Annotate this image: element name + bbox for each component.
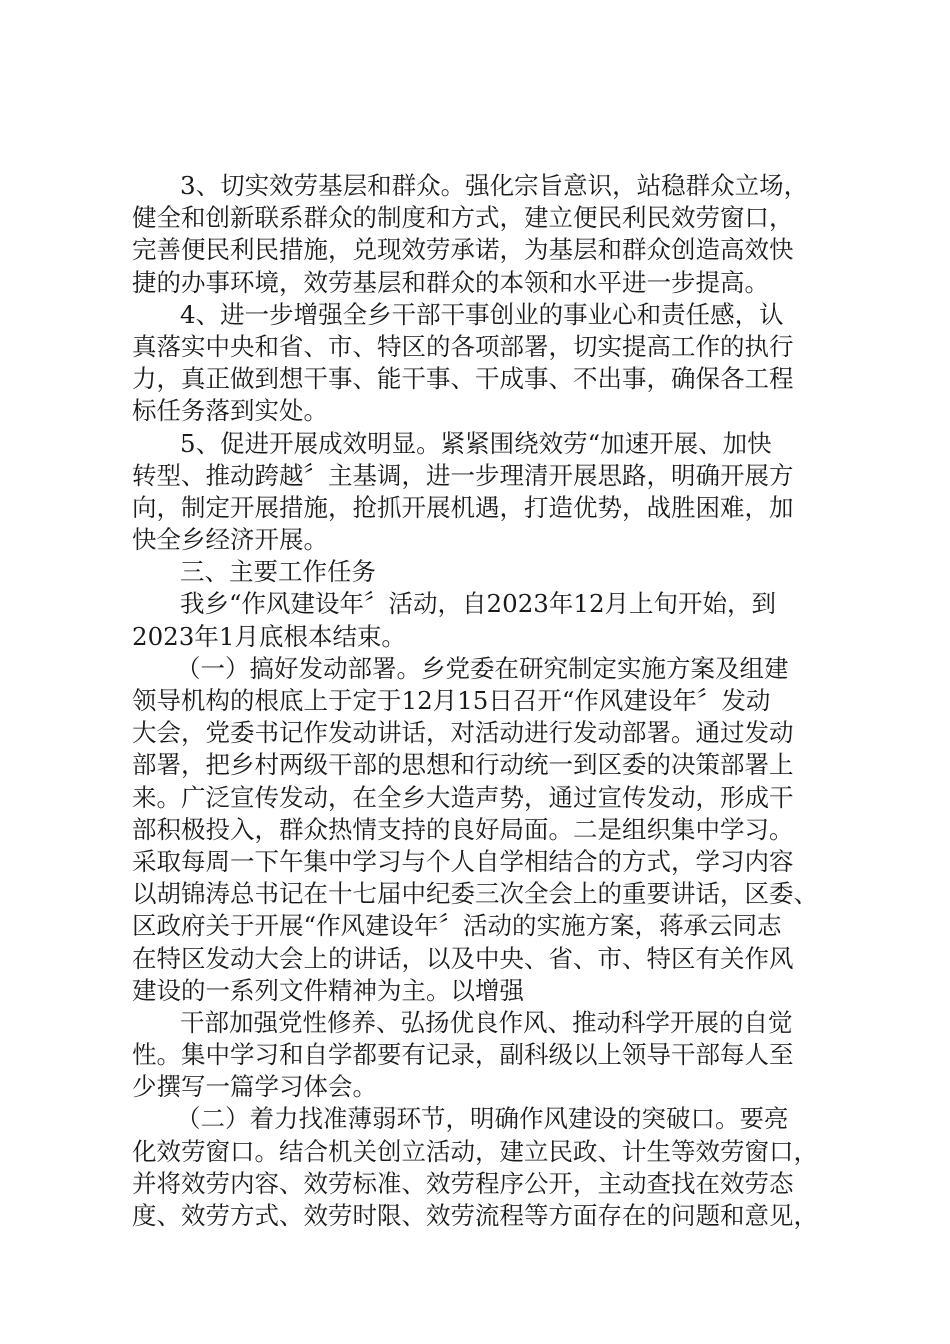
text-line: 3、切实效劳基层和群众。强化宗旨意识，站稳群众立场，: [180, 171, 809, 200]
text-line: 大会，党委书记作发动讲话，对活动进行发动部署。通过发动: [132, 718, 794, 748]
text-line: 区政府关于开展“作风建设年〞活动的实施方案，蒋承云同志: [132, 911, 782, 941]
text-line: 标任务落到实处。: [132, 396, 328, 426]
text-line: 在特区发动大会上的讲话，以及中央、省、市、特区有关作风: [132, 943, 794, 973]
text-line: 4、进一步增强全乡干部干事创业的事业心和责任感，认: [180, 299, 784, 329]
text-line: 健全和创新联系群众的制度和方式，建立便民利民效劳窗口，: [132, 203, 794, 233]
text-line: 部署，把乡村两级干部的思想和行动统一到区委的决策部署上: [132, 750, 794, 780]
text-line: 干部加强党性修养、弘扬优良作风、推动科学开展的自觉: [180, 1007, 793, 1037]
text-line: （一）搞好发动部署。乡党委在研究制定实施方案及组建: [176, 653, 789, 683]
text-line: （二）着力找准薄弱环节，明确作风建设的突破口。要亮: [176, 1104, 789, 1134]
text-line: 捷的办事环境，效劳基层和群众的本领和水平进一步提高。: [132, 267, 769, 297]
text-line: 化效劳窗口。结合机关创立活动，建立民政、计生等效劳窗口，: [132, 1136, 818, 1166]
text-line: 向，制定开展措施，抢抓开展机遇，打造优势，战胜困难，加: [132, 492, 794, 522]
text-line: 完善便民利民措施，兑现效劳承诺，为基层和群众创造高效快: [132, 235, 794, 265]
text-line: 转型、推动跨越〞主基调，进一步理清开展思路，明确开展方: [132, 460, 794, 490]
text-line: 我乡“作风建设年〞活动，自2023年12月上旬开始，到: [180, 589, 777, 619]
text-line: 快全乡经济开展。: [132, 525, 328, 555]
section-heading: 三、主要工作任务: [180, 557, 376, 587]
text-line: 建设的一系列文件精神为主。以增强: [132, 975, 524, 1005]
text-line: 2023年1月底根本结束。: [132, 621, 406, 651]
text-line: 以胡锦涛总书记在十七届中纪委三次全会上的重要讲话，区委、: [132, 879, 818, 909]
text-line: 来。广泛宣传发动，在全乡大造声势，通过宣传发动，形成干: [132, 782, 794, 812]
text-line: 真落实中央和省、市、特区的各项部署，切实提高工作的执行: [132, 331, 794, 361]
text-line: 少撰写一篇学习体会。: [132, 1072, 377, 1102]
text-line: 采取每周一下午集中学习与个人自学相结合的方式，学习内容: [132, 846, 794, 876]
text-line: 度、效劳方式、效劳时限、效劳流程等方面存在的问题和意见，: [132, 1201, 818, 1230]
text-line: 领导机构的根底上于定于12月15日召开“作风建设年〞发动: [132, 686, 771, 715]
text-line: 部积极投入，群众热情支持的良好局面。二是组织集中学习。: [132, 814, 794, 844]
text-line: 5、促进开展成效明显。紧紧围绕效劳“加速开展、加快: [180, 428, 772, 458]
document-body: [132, 170, 832, 1232]
text-line: 性。集中学习和自学都要有记录，副科级以上领导干部每人至: [132, 1040, 794, 1070]
text-line: 并将效劳内容、效劳标准、效劳程序公开，主动查找在效劳态: [132, 1168, 794, 1198]
text-line: 力，真正做到想干事、能干事、干成事、不出事，确保各工程: [132, 364, 794, 394]
